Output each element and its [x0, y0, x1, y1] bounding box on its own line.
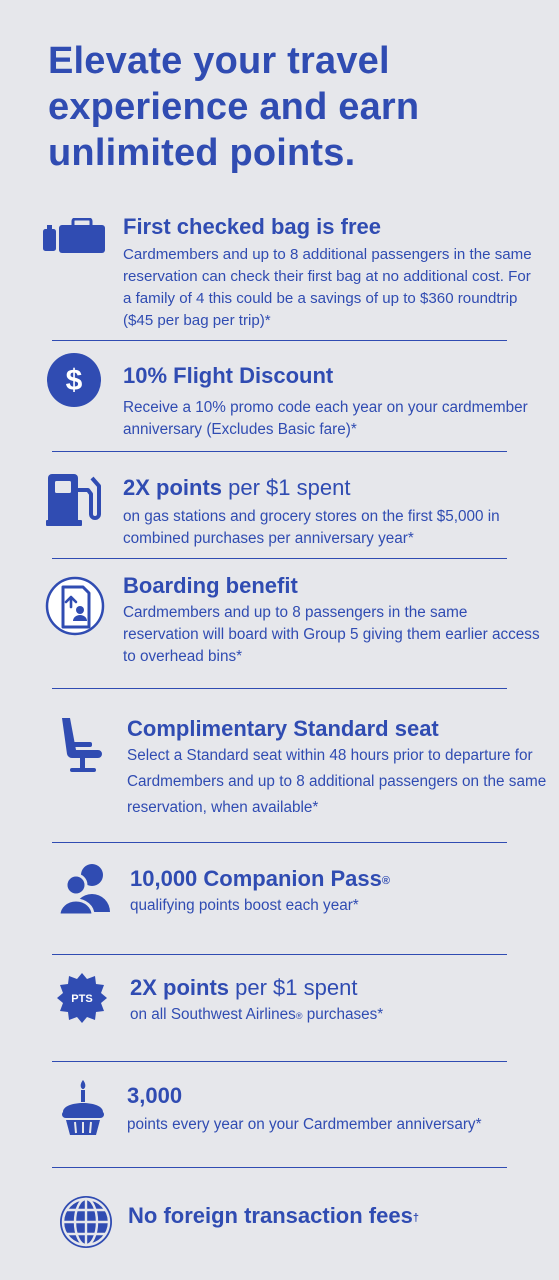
- benefit-title-main: 10,000 Companion Pass: [130, 866, 382, 891]
- benefit-description: Cardmembers and up to 8 passengers in the same reservation will board with Group 5 giving them earlier access to overhead bins*: [123, 604, 540, 665]
- description-text: on all Southwest Airlines: [130, 1006, 296, 1023]
- benefit-title: [123, 474, 543, 502]
- pts-badge-icon: [56, 972, 120, 1024]
- divider: [52, 1167, 507, 1168]
- benefit-title-normal: per $1 spent: [222, 475, 351, 500]
- dagger-mark: †: [412, 1212, 419, 1224]
- benefit-description: Receive a 10% promo code each year on your cardmember anniversary (Excludes Basic fare)*: [123, 399, 528, 438]
- benefit-description: qualifying points boost each year*: [130, 897, 359, 914]
- registered-mark: ®: [295, 1011, 303, 1021]
- benefit-title: First checked bag is free: [123, 214, 381, 239]
- registered-mark: ®: [381, 875, 390, 887]
- seat-icon: [58, 716, 122, 776]
- benefit-title: Complimentary Standard seat: [127, 716, 439, 741]
- benefit-title-normal: per $1 spent: [229, 975, 358, 1000]
- benefit-title-bold: 2X points: [123, 475, 223, 500]
- page-title: Elevate your travel experience and earn unlimited points.: [48, 40, 420, 174]
- divider: [52, 451, 507, 452]
- divider: [52, 954, 507, 955]
- benefit-title: 10% Flight Discount: [123, 363, 334, 388]
- dollar-icon: [46, 352, 110, 408]
- benefit-title-main: No foreign transaction fees: [128, 1203, 413, 1228]
- benefit-title: 3,000: [127, 1083, 183, 1108]
- svg-text:$: $: [65, 364, 83, 397]
- benefit-description: points every year on your Cardmember anniversary*: [127, 1116, 482, 1133]
- luggage-icon: [42, 218, 106, 254]
- divider: [52, 558, 507, 559]
- boarding-pass-icon: [45, 573, 109, 637]
- benefit-title: [130, 865, 550, 893]
- benefit-title: Boarding benefit: [123, 573, 298, 598]
- benefit-title: [128, 1202, 548, 1230]
- gas-pump-icon: [46, 470, 110, 528]
- benefit-description: [130, 1004, 550, 1026]
- companion-icon: [58, 860, 122, 916]
- divider: [52, 688, 507, 689]
- benefit-description: on gas stations and grocery stores on the first $5,000 in combined purchases per anniversary year*: [123, 508, 500, 547]
- cupcake-icon: [60, 1078, 124, 1136]
- divider: [52, 842, 507, 843]
- benefit-title: [130, 974, 550, 1002]
- divider: [52, 1061, 507, 1062]
- description-text: purchases*: [302, 1006, 384, 1023]
- benefit-title-bold: 2X points: [130, 975, 230, 1000]
- pts-badge-text: PTS: [71, 993, 93, 1005]
- globe-icon: [58, 1194, 122, 1250]
- benefit-description: Select a Standard seat within 48 hours prior to departure for Cardmembers and up to 8 additional passengers on the same reservation, when available*: [127, 747, 547, 816]
- benefit-description: Cardmembers and up to 8 additional passengers in the same reservation can check their first bag at no additional cost. For a family of 4 this could be a savings of up to $360 roundtrip ($45 per bag per trip)*: [123, 246, 532, 329]
- divider: [52, 340, 507, 341]
